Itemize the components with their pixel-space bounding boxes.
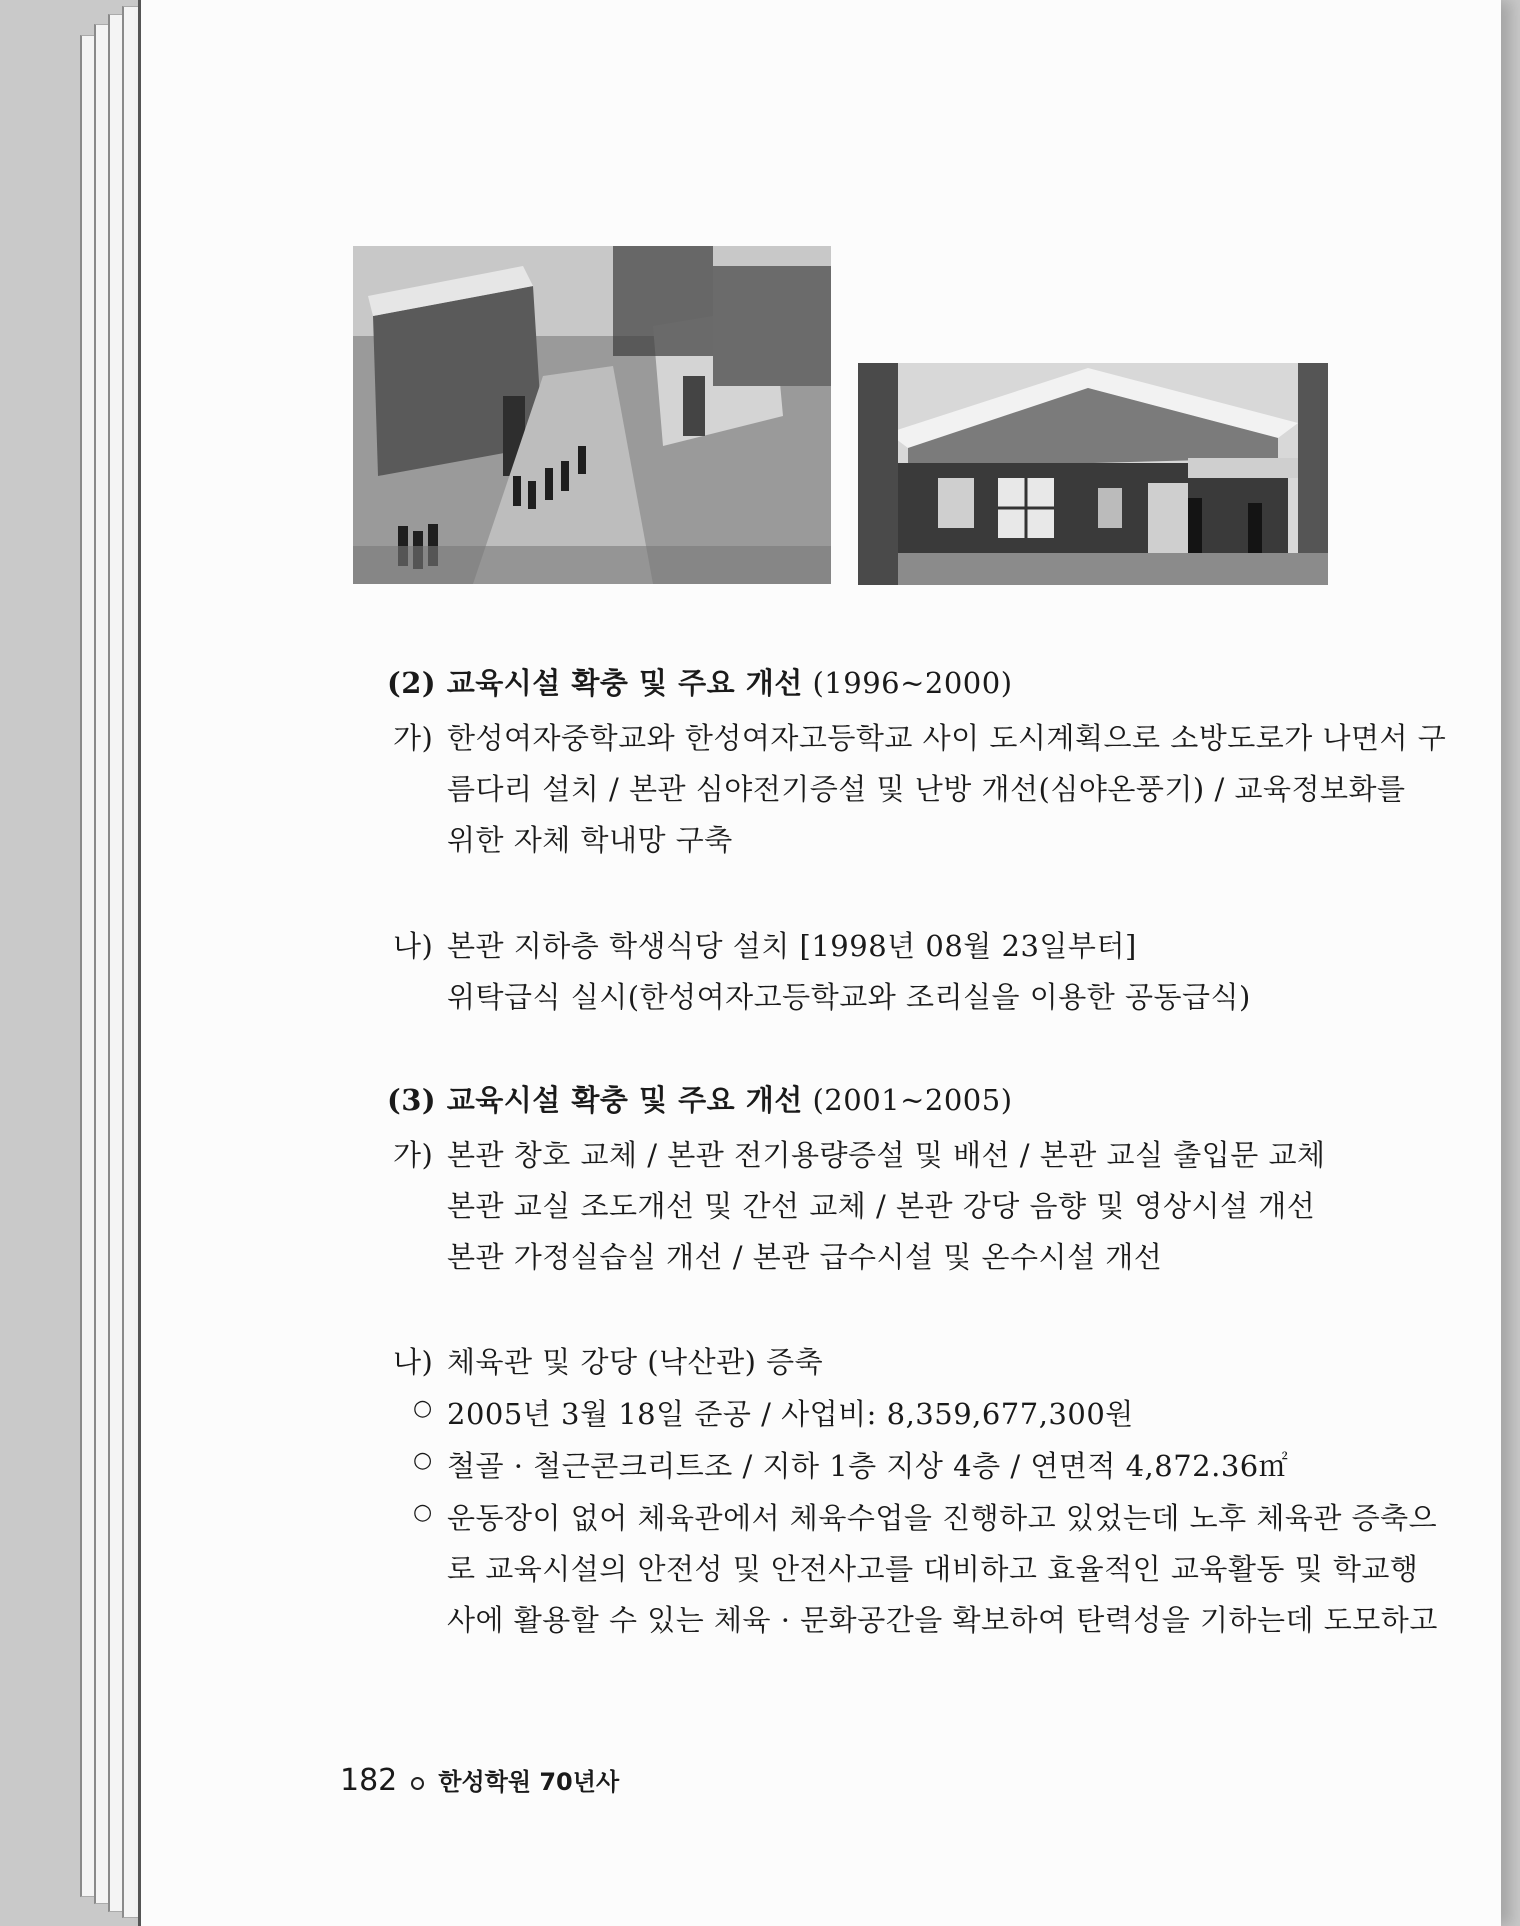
separator-dot-icon: [411, 1777, 424, 1790]
section-2-item-ga-line: 름다리 설치 / 본관 심야전기증설 및 난방 개선(심야온풍기) / 교육정보화를: [447, 772, 1406, 806]
bullet-item: 2005년 3월 18일 준공 / 사업비: 8,359,677,300원: [447, 1397, 1134, 1431]
section-3-item-na-title: 체육관 및 강당 (낙산관) 증축: [447, 1345, 824, 1379]
bullet-icon: ○: [413, 1448, 433, 1473]
section-3-heading: [387, 1078, 1013, 1119]
section-2-item-ga-line: 한성여자중학교와 한성여자고등학교 사이 도시계획으로 소방도로가 나면서 구: [447, 721, 1447, 755]
section-3-item-ga-line: 본관 창호 교체 / 본관 전기용량증설 및 배선 / 본관 교실 출입문 교체: [447, 1138, 1326, 1172]
section-3-item-ga-line: 본관 가정실습실 개선 / 본관 급수시설 및 온수시설 개선: [447, 1240, 1163, 1274]
section-2-heading-text: (2) 교육시설 확충 및 주요 개선: [387, 666, 803, 700]
section-3-heading-text: (3) 교육시설 확충 및 주요 개선: [387, 1083, 803, 1117]
document-page: [138, 0, 1501, 1926]
bullet-item: 철골 · 철근콘크리트조 / 지하 1층 지상 4층 / 연면적 4,872.36㎡: [447, 1449, 1289, 1483]
photo-school-building: [858, 363, 1328, 585]
section-2-item-na-marker: 나): [393, 929, 434, 963]
bullet-icon: ○: [413, 1500, 433, 1525]
section-2-item-na-line: 본관 지하층 학생식당 설치 [1998년 08월 23일부터]: [447, 929, 1137, 963]
section-3-item-ga-line: 본관 교실 조도개선 및 간선 교체 / 본관 강당 음향 및 영상시설 개선: [447, 1189, 1316, 1223]
section-2-heading: [387, 661, 1013, 702]
book-title: 한성학원 70년사: [438, 1768, 620, 1796]
paragraph-line: 로 교육시설의 안전성 및 안전사고를 대비하고 효율적인 교육활동 및 학교행: [447, 1552, 1419, 1586]
section-3-years: (2001~2005): [812, 1083, 1013, 1117]
section-2-item-ga-line: 위한 자체 학내망 구축: [447, 823, 733, 857]
bullet-icon: ○: [413, 1396, 433, 1421]
paragraph-line: 사에 활용할 수 있는 체육 · 문화공간을 확보하여 탄력성을 기하는데 도모하고: [447, 1603, 1438, 1637]
section-3-item-na-marker: 나): [393, 1345, 434, 1379]
section-2-item-na-line: 위탁급식 실시(한성여자고등학교와 조리실을 이용한 공동급식): [447, 980, 1251, 1014]
section-3-item-ga-marker: 가): [393, 1138, 434, 1172]
page-number: 182: [340, 1763, 398, 1798]
section-2-item-ga-marker: 가): [393, 721, 434, 755]
section-2-years: (1996~2000): [812, 666, 1013, 700]
photo-school-street: [353, 246, 831, 584]
paragraph-line: 운동장이 없어 체육관에서 체육수업을 진행하고 있었는데 노후 체육관 증축으: [447, 1501, 1438, 1535]
page-footer: [340, 1762, 619, 1798]
